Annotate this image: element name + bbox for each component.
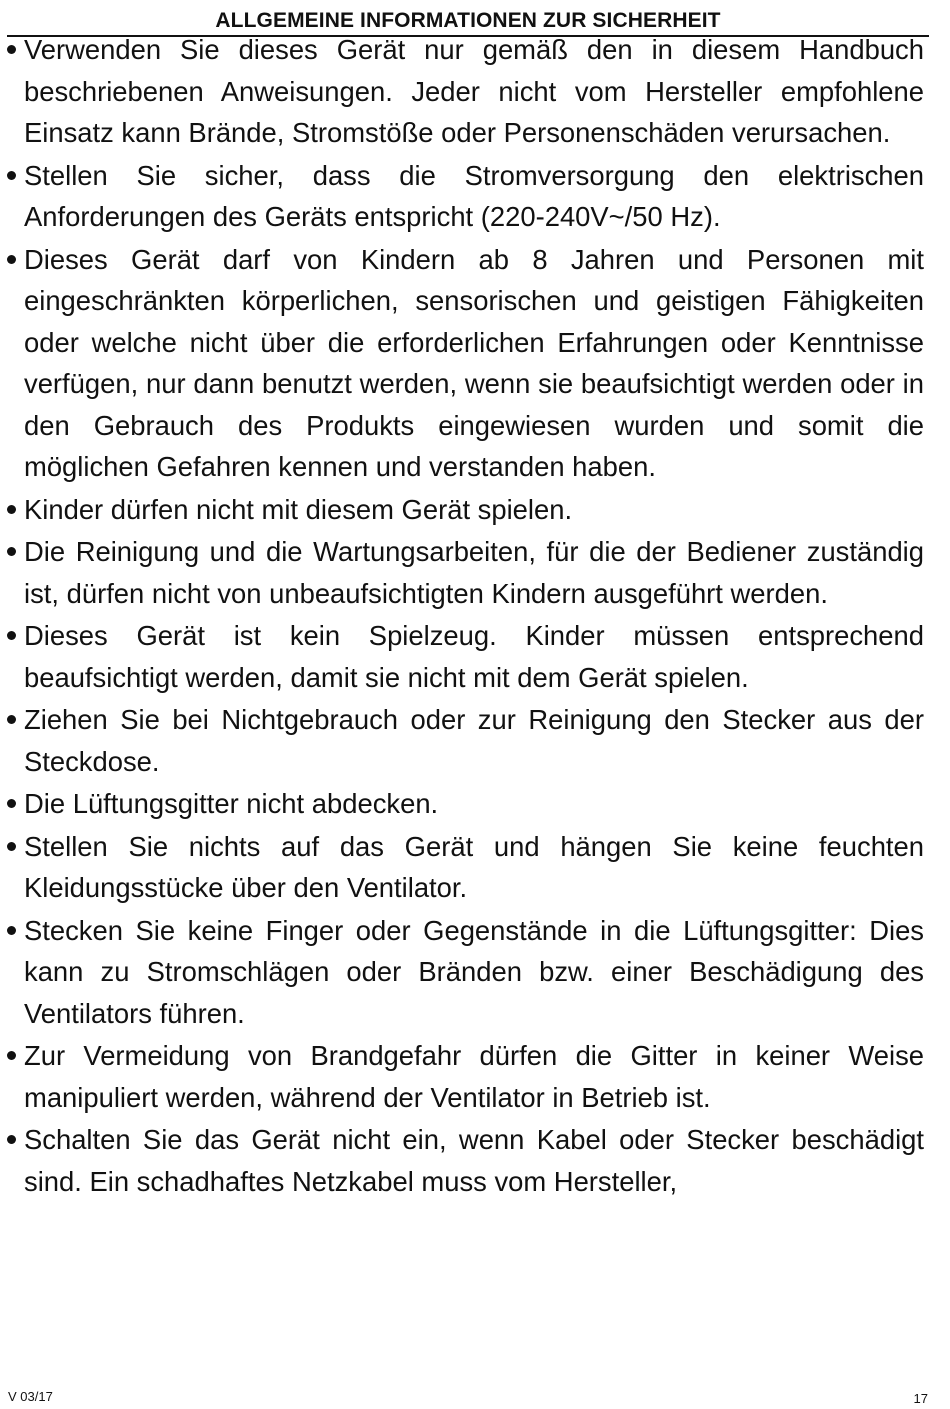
bullet-icon	[7, 547, 16, 556]
bullet-icon	[7, 1135, 16, 1144]
list-item	[24, 239, 924, 488]
bullet-icon	[7, 631, 16, 640]
list-item	[24, 699, 924, 782]
bullet-icon	[7, 45, 16, 54]
bullet-icon	[7, 505, 16, 514]
bullet-icon	[7, 842, 16, 851]
list-item-text: Verwenden Sie dieses Gerät nur gemäß den in diesem Handbuch beschriebenen Anweisungen. Jeder nicht vom Hersteller empfohlene Einsatz kann Brände, Stromstöße oder Personenschäden verursachen.	[24, 34, 924, 148]
list-item-text: Stecken Sie keine Finger oder Gegenstände in die Lüftungsgitter: Dies kann zu Stromschlägen oder Bränden bzw. einer Beschädigung des Ventilators führen.	[24, 914, 924, 1029]
page-number: 17	[913, 1391, 928, 1406]
bullet-icon	[7, 799, 16, 808]
list-item-text: Dieses Gerät ist kein Spielzeug. Kinder müssen entsprechend beaufsichtigt werden, damit sie nicht mit dem Gerät spielen.	[24, 620, 924, 693]
list-item-text: Die Lüftungsgitter nicht abdecken.	[24, 788, 439, 819]
list-item	[24, 155, 924, 238]
list-item	[24, 826, 924, 909]
safety-instructions-list	[0, 29, 950, 1203]
bullet-icon	[7, 255, 16, 264]
bullet-icon	[7, 171, 16, 180]
list-item	[24, 489, 924, 531]
list-item	[24, 1119, 924, 1202]
list-item	[24, 29, 924, 154]
list-item-text: Ziehen Sie bei Nichtgebrauch oder zur Reinigung den Stecker aus der Steckdose.	[24, 704, 924, 777]
list-item	[24, 531, 924, 614]
list-item-text: Die Reinigung und die Wartungsarbeiten, für die der Bediener zuständig ist, dürfen nicht von unbeaufsichtigten Kindern ausgeführt werden.	[24, 536, 924, 609]
list-item-text: Dieses Gerät darf von Kindern ab 8 Jahren und Personen mit eingeschränkten körperlichen, sensorischen und geistigen Fähigkeiten oder welche nicht über die erforderlichen Erfahrungen oder Kenntnisse verfügen, nur dann benutzt werden, wenn sie beaufsichtigt werden oder in den Gebrauch des Produkts eingewiesen wurden und somit die möglichen Gefahren kennen und verstanden haben.	[24, 243, 924, 482]
list-item	[24, 615, 924, 698]
list-item	[24, 910, 924, 1035]
list-item-text: Kinder dürfen nicht mit diesem Gerät spielen.	[24, 493, 573, 525]
list-item-text: Schalten Sie das Gerät nicht ein, wenn Kabel oder Stecker beschädigt sind. Ein schadhaftes Netzkabel muss vom Hersteller,	[24, 1124, 924, 1197]
list-item-text: Stellen Sie nichts auf das Gerät und hängen Sie keine feuchten Kleidungsstücke über den Ventilator.	[24, 830, 924, 903]
list-item	[24, 1035, 924, 1118]
section-title: ALLGEMEINE INFORMATIONEN ZUR SICHERHEIT	[7, 8, 929, 37]
bullet-icon	[7, 926, 16, 935]
list-item	[24, 783, 924, 825]
list-item-text: Stellen Sie sicher, dass die Stromversorgung den elektrischen Anforderungen des Geräts entspricht (220-240V~/50 Hz).	[24, 159, 924, 232]
version-label: V 03/17	[8, 1389, 53, 1404]
bullet-icon	[7, 715, 16, 724]
bullet-icon	[7, 1051, 16, 1060]
list-item-text: Zur Vermeidung von Brandgefahr dürfen die Gitter in keiner Weise manipuliert werden, während der Ventilator in Betrieb ist.	[24, 1040, 924, 1113]
